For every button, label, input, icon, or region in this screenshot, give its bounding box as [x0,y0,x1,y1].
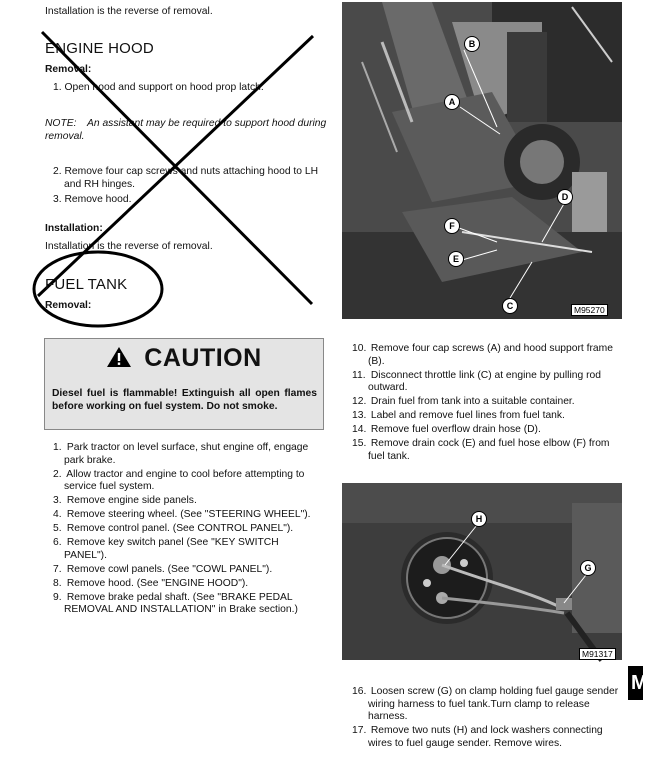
list-item: 8. Remove hood. (See "ENGINE HOOD"). [53,577,249,589]
list-item: 2. Allow tractor and engine to cool before attempting to service fuel system. [53,468,305,492]
warning-triangle-icon [106,346,132,368]
engine-hood-title: ENGINE HOOD [45,40,154,57]
list-item: 11. Disconnect throttle link (C) at engine by pulling rod outward. [352,369,601,393]
engine-hood-installation-heading: Installation: [45,223,103,234]
step-text: Remove four cap screws and nuts attaching hood to LH and RH hinges. [64,166,319,190]
list-item: 3. Remove engine side panels. [53,495,197,506]
list-item: 17. Remove two nuts (H) and lock washers connecting wires to fuel gauge sender. Remove wires. [352,725,603,749]
caution-heading [45,344,323,373]
list-item: 15. Remove drain cock (E) and fuel hose elbow (F) from fuel tank. [352,438,610,462]
section-edge-tab: M [628,666,643,700]
fuel-tank-removal-heading: Removal: [45,300,92,311]
engine-hood-installation-text: Installation is the reverse of removal. [45,241,213,252]
step-text: Open hood and support on hood prop latch. [64,82,264,93]
list-item: 4. Remove steering wheel. (See "STEERING WHEEL"). [53,509,311,520]
figure-engine-photo [342,2,622,319]
list-item: 5. Remove control panel. (See CONTROL PANEL"). [53,523,294,534]
engine-hood-removal-heading: Removal: [45,64,92,75]
step-number: 3. [53,194,62,205]
callout-a: A [444,94,460,110]
figure-id-label: M91317 [579,648,616,660]
list-item: 10. Remove four cap screws (A) and hood support frame (B). [352,343,613,367]
figure-id-label: M95270 [571,304,608,316]
callout-e: E [448,251,464,267]
callout-f: F [444,218,460,234]
list-item: 16. Loosen screw (G) on clamp holding fuel gauge sender wiring harness to fuel tank.Turn clamp to release harness. [352,686,619,722]
step-number: 1. [53,82,62,93]
list-item: 7. Remove cowl panels. (See "COWL PANEL"). [53,563,273,575]
callout-d: D [557,189,573,205]
fuel-tank-steps-16-17 [346,686,628,752]
fuel-tank-title: FUEL TANK [45,276,128,293]
callout-c: C [502,298,518,314]
list-item: 13. Label and remove fuel lines from fuel tank. [352,410,565,421]
top-line: Installation is the reverse of removal. [45,6,213,17]
step-number: 2. [53,166,62,177]
fuel-tank-steps [44,442,324,618]
caution-body: Diesel fuel is flammable! Extinguish all open flames before working on fuel system. Do not smoke. [52,388,317,412]
highlight-circle-mark [30,248,170,332]
caution-title: CAUTION [144,344,262,372]
note-text: An assistant may be required to support hood during removal. [45,118,327,142]
fuel-tank-steps-10-15 [346,343,626,465]
callout-h: H [471,511,487,527]
figure-fuel-gauge-photo [342,483,622,660]
caution-box [44,338,324,430]
list-item: 1. Park tractor on level surface, shut engine off, engage park brake. [53,442,309,466]
callout-g: G [580,560,596,576]
list-item: 6. Remove key switch panel (See "KEY SWITCH PANEL"). [53,537,279,561]
list-item: 12. Drain fuel from tank into a suitable container. [352,396,575,407]
note-label: NOTE: [45,118,77,129]
engine-photo-illustration [342,2,622,319]
list-item: 14. Remove fuel overflow drain hose (D). [352,424,541,435]
callout-b: B [464,36,480,52]
list-item: 9. Remove brake pedal shaft. (See "BRAKE PEDAL REMOVAL AND INSTALLATION" in Brake section.) [53,591,298,615]
step-text: Remove hood. [64,194,132,205]
